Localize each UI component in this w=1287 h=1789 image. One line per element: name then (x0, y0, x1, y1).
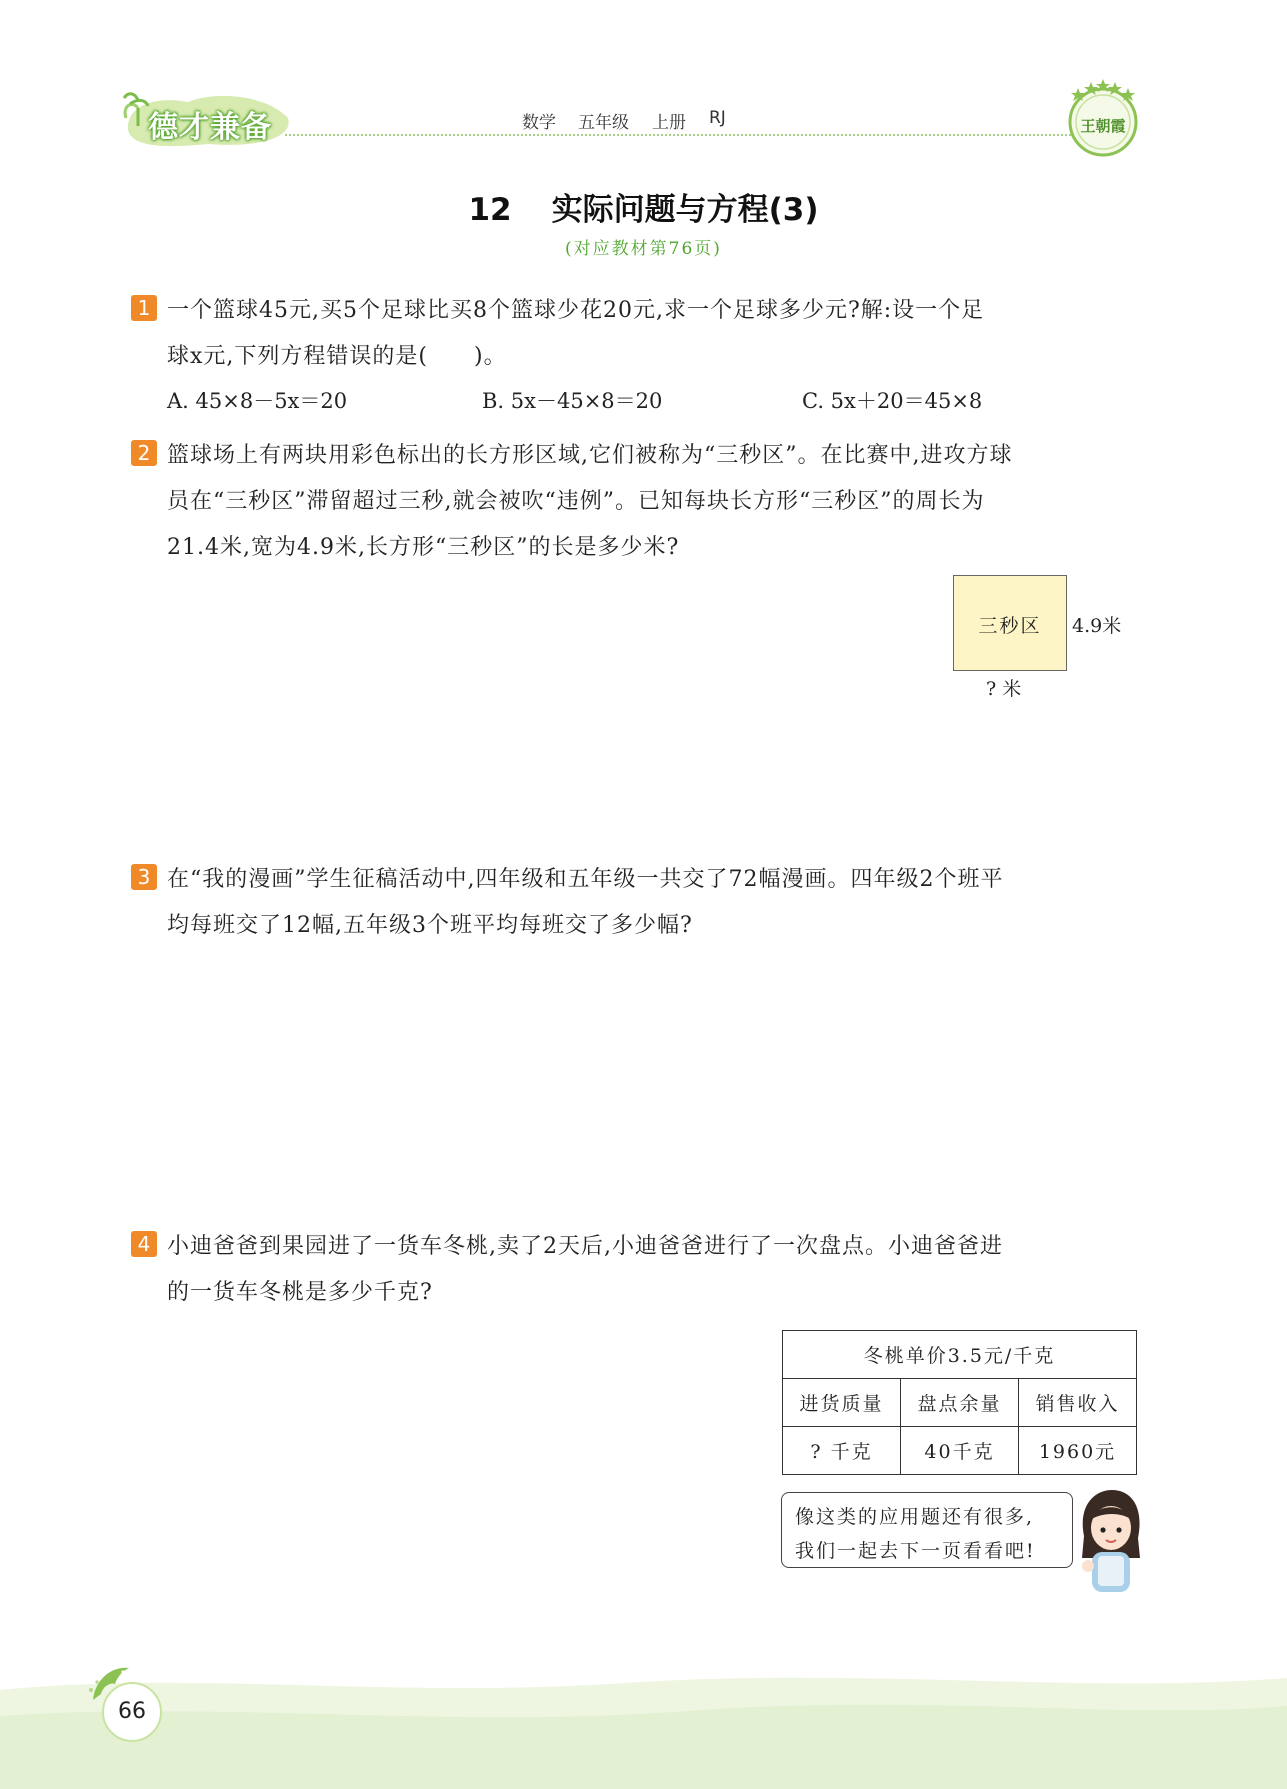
question-text-line: 一个篮球45元,买5个足球比买8个篮球少花20元,求一个足球多少元?解:设一个足 (167, 298, 985, 323)
brand-title: 德才兼备 (148, 110, 272, 145)
question-text-line: 均每班交了12幅,五年级3个班平均每班交了多少幅? (167, 913, 693, 938)
question-text-line: 小迪爸爸到果园进了一货车冬桃,卖了2天后,小迪爸爸进行了一次盘点。小迪爸爸进 (167, 1234, 1003, 1259)
question-number-badge: 3 (131, 864, 157, 890)
header-grade: 五年级 (578, 113, 629, 133)
table-header-cell: 销售收入 (1019, 1379, 1137, 1427)
table-caption: 冬桃单价3.5元/千克 (783, 1331, 1137, 1379)
table-row (783, 1331, 1137, 1379)
question-text-line: 21.4米,宽为4.9米,长方形“三秒区”的长是多少米? (167, 535, 680, 560)
footer-wave-background (0, 1660, 1287, 1789)
bubble-text-line: 我们一起去下一页看看吧! (795, 1540, 1036, 1562)
length-label: ? 米 (986, 678, 1022, 700)
zone-label: 三秒区 (978, 615, 1042, 637)
question-text-line: 员在“三秒区”滞留超过三秒,就会被吹“违例”。已知每块长方形“三秒区”的周长为 (167, 489, 985, 514)
question-number-badge: 1 (131, 295, 157, 321)
table-cell: 1960元 (1019, 1427, 1137, 1475)
lesson-title (0, 184, 1287, 229)
width-label: 4.9米 (1072, 615, 1122, 637)
option-b: B. 5x－45×8＝20 (482, 389, 663, 413)
publisher-seal-icon (1062, 76, 1144, 164)
svg-text:王朝霞: 王朝霞 (1080, 117, 1126, 135)
question-text-line: 篮球场上有两块用彩色标出的长方形区域,它们被称为“三秒区”。在比赛中,进攻方球 (167, 443, 1013, 468)
option-a: A. 45×8－5x＝20 (167, 389, 348, 413)
girl-character-icon (1074, 1486, 1146, 1594)
header-divider (285, 134, 1075, 136)
table-cell: ? 千克 (783, 1427, 901, 1475)
page-number: 66 (102, 1682, 162, 1742)
textbook-reference: (对应教材第76页) (565, 239, 722, 259)
bubble-text-line: 像这类的应用题还有很多, (795, 1506, 1035, 1528)
table-row (783, 1379, 1137, 1427)
table-cell: 40千克 (901, 1427, 1019, 1475)
table-header-cell: 进货质量 (783, 1379, 901, 1427)
header-edition: RJ (709, 108, 726, 128)
header-subject: 数学 (522, 113, 556, 133)
question-number-badge: 2 (131, 440, 157, 466)
table-row (783, 1427, 1137, 1475)
lesson-number: 12 (468, 192, 512, 228)
question-number-badge: 4 (131, 1231, 157, 1257)
header-volume: 上册 (652, 113, 686, 133)
question-text-line: 的一货车冬桃是多少千克? (167, 1280, 433, 1305)
question-text-line: 球x元,下列方程错误的是( )。 (167, 344, 507, 369)
question-text-line: 在“我的漫画”学生征稿活动中,四年级和五年级一共交了72幅漫画。四年级2个班平 (167, 867, 1004, 892)
peach-data-table (782, 1330, 1137, 1475)
option-c: C. 5x＋20＝45×8 (802, 389, 983, 413)
lesson-title-text: 实际问题与方程(3) (551, 192, 819, 228)
table-header-cell: 盘点余量 (901, 1379, 1019, 1427)
